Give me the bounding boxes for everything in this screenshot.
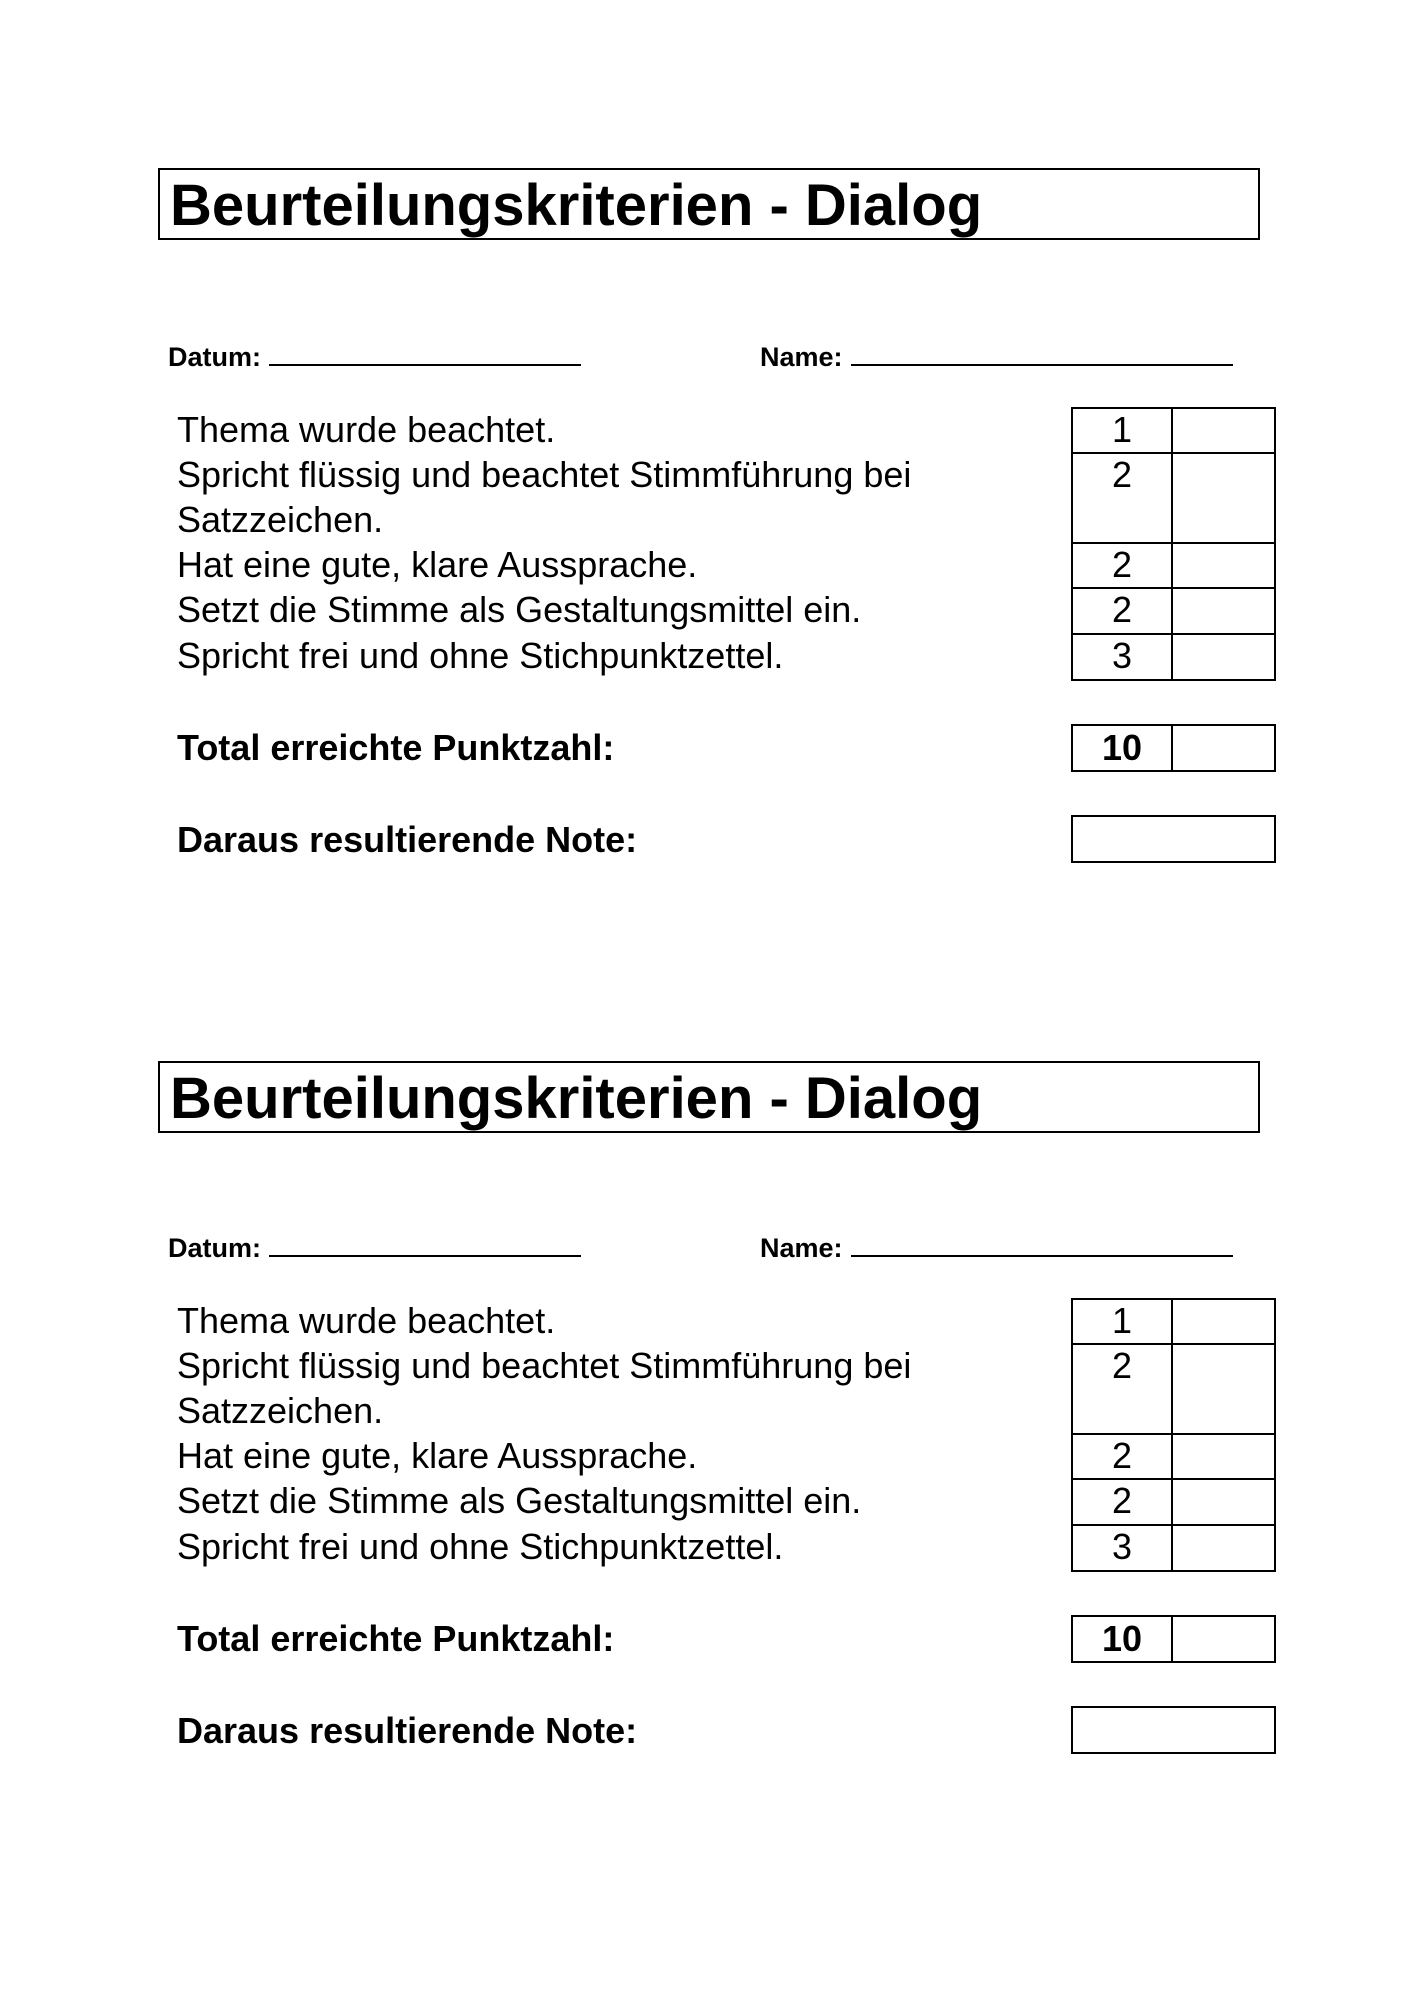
total-entry-cell[interactable]: [1173, 726, 1274, 770]
max-points: 2: [1073, 589, 1173, 633]
name-label: Name:: [760, 1233, 843, 1263]
points-entry-cell[interactable]: [1173, 1526, 1274, 1570]
points-entry-cell[interactable]: [1173, 635, 1274, 679]
sheet-title-box: [158, 168, 1260, 240]
score-row: [1073, 409, 1274, 454]
name-blank-line[interactable]: [851, 342, 1233, 366]
points-entry-cell[interactable]: [1173, 1300, 1274, 1343]
score-row: [1073, 1345, 1274, 1435]
points-entry-cell[interactable]: [1173, 1345, 1274, 1433]
score-row: [1073, 454, 1274, 544]
points-entry-cell[interactable]: [1173, 1435, 1274, 1478]
total-entry-cell[interactable]: [1173, 1617, 1274, 1661]
max-points: 2: [1073, 454, 1173, 542]
date-blank-line[interactable]: [269, 342, 581, 366]
grade-entry-box[interactable]: [1071, 1706, 1276, 1754]
name-field: [760, 340, 1233, 374]
sheet-title-box: [158, 1061, 1260, 1133]
sheet-title: Beurteilungskriterien - Dialog: [170, 1066, 983, 1131]
name-field: [760, 1231, 1233, 1265]
score-row: [1073, 589, 1274, 635]
criterion-text: Spricht flüssig und beachtet Stimmführung bei: [177, 454, 912, 495]
max-points: 2: [1073, 544, 1173, 587]
criterion-text-continued: Satzzeichen.: [177, 499, 384, 540]
max-points: 2: [1073, 1480, 1173, 1524]
max-points: 3: [1073, 1526, 1173, 1570]
score-row: [1073, 1300, 1274, 1345]
max-points: 1: [1073, 1300, 1173, 1343]
grade-label: Daraus resultierende Note:: [177, 819, 638, 860]
points-entry-cell[interactable]: [1173, 589, 1274, 633]
sheet-title: Beurteilungskriterien - Dialog: [170, 173, 983, 238]
criterion-text: Setzt die Stimme als Gestaltungsmittel ein.: [177, 589, 862, 630]
score-row: [1073, 1526, 1274, 1570]
max-points: 2: [1073, 1435, 1173, 1478]
score-row: [1073, 544, 1274, 589]
grade-label: Daraus resultierende Note:: [177, 1710, 638, 1751]
max-points: 2: [1073, 1345, 1173, 1433]
grade-entry-box[interactable]: [1071, 815, 1276, 863]
total-box: [1071, 724, 1276, 772]
criterion-text: Setzt die Stimme als Gestaltungsmittel ein.: [177, 1480, 862, 1521]
criterion-text: Thema wurde beachtet.: [177, 409, 556, 450]
criterion-text: Spricht flüssig und beachtet Stimmführung bei: [177, 1345, 912, 1386]
criterion-text-continued: Satzzeichen.: [177, 1390, 384, 1431]
criterion-text: Hat eine gute, klare Aussprache.: [177, 1435, 698, 1476]
name-blank-line[interactable]: [851, 1233, 1233, 1257]
criterion-text: Spricht frei und ohne Stichpunktzettel.: [177, 1526, 784, 1567]
points-entry-cell[interactable]: [1173, 454, 1274, 542]
total-label: Total erreichte Punktzahl:: [177, 1618, 615, 1659]
evaluation-sheet-2: [0, 891, 1414, 1781]
points-entry-cell[interactable]: [1173, 544, 1274, 587]
name-label: Name:: [760, 342, 843, 372]
total-max-points: 10: [1073, 1617, 1173, 1661]
score-row: [1073, 635, 1274, 679]
score-table: [1071, 407, 1276, 681]
max-points: 3: [1073, 635, 1173, 679]
date-label: Datum:: [168, 342, 261, 372]
evaluation-sheet-1: [0, 0, 1414, 890]
total-max-points: 10: [1073, 726, 1173, 770]
total-box: [1071, 1615, 1276, 1663]
score-row: [1073, 1435, 1274, 1480]
criterion-text: Spricht frei und ohne Stichpunktzettel.: [177, 635, 784, 676]
points-entry-cell[interactable]: [1173, 1480, 1274, 1524]
points-entry-cell[interactable]: [1173, 409, 1274, 452]
date-blank-line[interactable]: [269, 1233, 581, 1257]
max-points: 1: [1073, 409, 1173, 452]
date-field: [168, 1231, 581, 1265]
date-field: [168, 340, 581, 374]
total-label: Total erreichte Punktzahl:: [177, 727, 615, 768]
score-row: [1073, 1480, 1274, 1526]
score-table: [1071, 1298, 1276, 1572]
criterion-text: Hat eine gute, klare Aussprache.: [177, 544, 698, 585]
date-label: Datum:: [168, 1233, 261, 1263]
criterion-text: Thema wurde beachtet.: [177, 1300, 556, 1341]
